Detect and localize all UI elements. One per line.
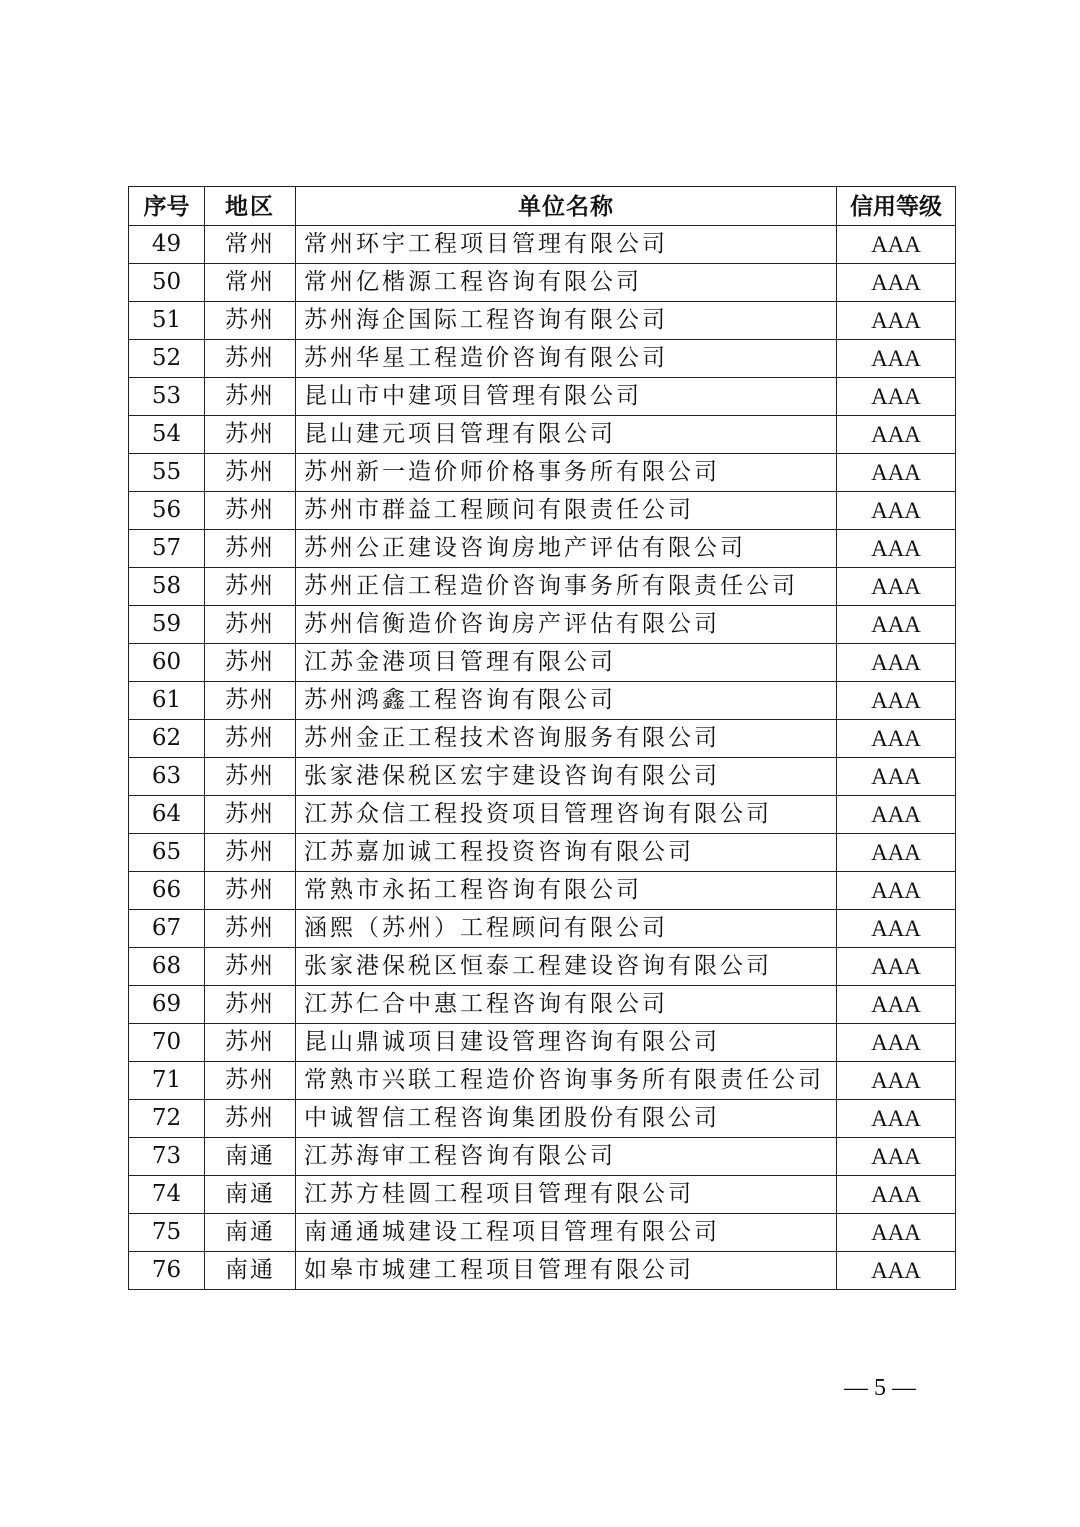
cell-company-name: 张家港保税区宏宇建设咨询有限公司 (296, 758, 837, 796)
cell-serial-number: 72 (129, 1100, 205, 1138)
cell-serial-number: 63 (129, 758, 205, 796)
cell-serial-number: 61 (129, 682, 205, 720)
table-row (129, 644, 956, 682)
table-row (129, 1176, 956, 1214)
cell-company-name: 南通通城建设工程项目管理有限公司 (296, 1214, 837, 1252)
table-row (129, 1100, 956, 1138)
table-row (129, 606, 956, 644)
cell-serial-number: 74 (129, 1176, 205, 1214)
cell-credit-grade: AAA (837, 720, 956, 758)
table-row (129, 948, 956, 986)
cell-region: 苏州 (205, 1100, 296, 1138)
table-row (129, 834, 956, 872)
credit-rating-table (128, 186, 956, 1290)
cell-company-name: 苏州海企国际工程咨询有限公司 (296, 302, 837, 340)
cell-serial-number: 62 (129, 720, 205, 758)
cell-region: 苏州 (205, 796, 296, 834)
cell-company-name: 常州亿楷源工程咨询有限公司 (296, 264, 837, 302)
cell-serial-number: 75 (129, 1214, 205, 1252)
table-row (129, 758, 956, 796)
table-row (129, 568, 956, 606)
cell-credit-grade: AAA (837, 416, 956, 454)
cell-serial-number: 56 (129, 492, 205, 530)
cell-serial-number: 53 (129, 378, 205, 416)
cell-credit-grade: AAA (837, 682, 956, 720)
cell-region: 苏州 (205, 758, 296, 796)
cell-region: 苏州 (205, 530, 296, 568)
cell-serial-number: 57 (129, 530, 205, 568)
cell-serial-number: 58 (129, 568, 205, 606)
cell-credit-grade: AAA (837, 1214, 956, 1252)
header-serial-number: 序号 (129, 187, 205, 226)
cell-region: 南通 (205, 1252, 296, 1290)
cell-serial-number: 55 (129, 454, 205, 492)
cell-credit-grade: AAA (837, 302, 956, 340)
cell-company-name: 江苏海审工程咨询有限公司 (296, 1138, 837, 1176)
header-region: 地区 (205, 187, 296, 226)
cell-company-name: 张家港保税区恒泰工程建设咨询有限公司 (296, 948, 837, 986)
cell-region: 苏州 (205, 910, 296, 948)
cell-region: 苏州 (205, 1024, 296, 1062)
page-number: — 5 — (844, 1375, 916, 1401)
cell-credit-grade: AAA (837, 568, 956, 606)
cell-company-name: 常熟市永拓工程咨询有限公司 (296, 872, 837, 910)
cell-region: 苏州 (205, 492, 296, 530)
table-body (129, 226, 956, 1290)
cell-credit-grade: AAA (837, 454, 956, 492)
table-row (129, 454, 956, 492)
cell-credit-grade: AAA (837, 644, 956, 682)
cell-credit-grade: AAA (837, 1062, 956, 1100)
cell-region: 苏州 (205, 948, 296, 986)
cell-serial-number: 69 (129, 986, 205, 1024)
cell-company-name: 如皋市城建工程项目管理有限公司 (296, 1252, 837, 1290)
cell-credit-grade: AAA (837, 1252, 956, 1290)
cell-credit-grade: AAA (837, 948, 956, 986)
table-row (129, 682, 956, 720)
cell-serial-number: 71 (129, 1062, 205, 1100)
cell-region: 苏州 (205, 302, 296, 340)
cell-region: 苏州 (205, 644, 296, 682)
cell-serial-number: 76 (129, 1252, 205, 1290)
cell-region: 南通 (205, 1138, 296, 1176)
header-company-name: 单位名称 (296, 187, 837, 226)
cell-region: 苏州 (205, 340, 296, 378)
cell-credit-grade: AAA (837, 1100, 956, 1138)
table-row (129, 302, 956, 340)
cell-region: 常州 (205, 264, 296, 302)
cell-company-name: 昆山市中建项目管理有限公司 (296, 378, 837, 416)
cell-region: 苏州 (205, 872, 296, 910)
table-row (129, 1252, 956, 1290)
table-row (129, 720, 956, 758)
cell-credit-grade: AAA (837, 796, 956, 834)
table-row (129, 796, 956, 834)
table-row (129, 910, 956, 948)
cell-serial-number: 70 (129, 1024, 205, 1062)
cell-credit-grade: AAA (837, 872, 956, 910)
cell-region: 苏州 (205, 568, 296, 606)
cell-company-name: 江苏方桂圆工程项目管理有限公司 (296, 1176, 837, 1214)
table-row (129, 264, 956, 302)
table-row (129, 378, 956, 416)
cell-credit-grade: AAA (837, 530, 956, 568)
cell-region: 苏州 (205, 682, 296, 720)
table-row (129, 1024, 956, 1062)
cell-company-name: 苏州新一造价师价格事务所有限公司 (296, 454, 837, 492)
cell-credit-grade: AAA (837, 834, 956, 872)
header-credit-grade: 信用等级 (837, 187, 956, 226)
cell-credit-grade: AAA (837, 758, 956, 796)
table-row (129, 1214, 956, 1252)
cell-serial-number: 67 (129, 910, 205, 948)
table-row (129, 986, 956, 1024)
cell-serial-number: 64 (129, 796, 205, 834)
cell-region: 苏州 (205, 606, 296, 644)
cell-region: 苏州 (205, 378, 296, 416)
cell-serial-number: 60 (129, 644, 205, 682)
cell-company-name: 江苏嘉加诚工程投资咨询有限公司 (296, 834, 837, 872)
cell-credit-grade: AAA (837, 378, 956, 416)
cell-company-name: 苏州正信工程造价咨询事务所有限责任公司 (296, 568, 837, 606)
cell-company-name: 江苏众信工程投资项目管理咨询有限公司 (296, 796, 837, 834)
cell-company-name: 昆山建元项目管理有限公司 (296, 416, 837, 454)
cell-serial-number: 73 (129, 1138, 205, 1176)
cell-company-name: 江苏仁合中惠工程咨询有限公司 (296, 986, 837, 1024)
cell-serial-number: 52 (129, 340, 205, 378)
cell-credit-grade: AAA (837, 1138, 956, 1176)
table-row (129, 416, 956, 454)
table-row (129, 1138, 956, 1176)
cell-serial-number: 50 (129, 264, 205, 302)
cell-serial-number: 66 (129, 872, 205, 910)
cell-region: 南通 (205, 1176, 296, 1214)
cell-credit-grade: AAA (837, 606, 956, 644)
cell-company-name: 苏州华星工程造价咨询有限公司 (296, 340, 837, 378)
cell-region: 常州 (205, 226, 296, 264)
cell-serial-number: 68 (129, 948, 205, 986)
cell-credit-grade: AAA (837, 910, 956, 948)
cell-company-name: 苏州信衡造价咨询房产评估有限公司 (296, 606, 837, 644)
table-row (129, 1062, 956, 1100)
cell-region: 苏州 (205, 1062, 296, 1100)
table-row (129, 872, 956, 910)
cell-region: 南通 (205, 1214, 296, 1252)
table-row (129, 226, 956, 264)
cell-serial-number: 59 (129, 606, 205, 644)
cell-company-name: 苏州公正建设咨询房地产评估有限公司 (296, 530, 837, 568)
cell-company-name: 中诚智信工程咨询集团股份有限公司 (296, 1100, 837, 1138)
cell-credit-grade: AAA (837, 340, 956, 378)
cell-serial-number: 51 (129, 302, 205, 340)
cell-region: 苏州 (205, 416, 296, 454)
cell-credit-grade: AAA (837, 492, 956, 530)
cell-company-name: 苏州市群益工程顾问有限责任公司 (296, 492, 837, 530)
cell-company-name: 常州环宇工程项目管理有限公司 (296, 226, 837, 264)
table-header-row (129, 187, 956, 226)
cell-company-name: 昆山鼎诚项目建设管理咨询有限公司 (296, 1024, 837, 1062)
cell-credit-grade: AAA (837, 1176, 956, 1214)
cell-serial-number: 54 (129, 416, 205, 454)
cell-credit-grade: AAA (837, 264, 956, 302)
cell-company-name: 苏州鸿鑫工程咨询有限公司 (296, 682, 837, 720)
cell-region: 苏州 (205, 454, 296, 492)
cell-region: 苏州 (205, 720, 296, 758)
cell-credit-grade: AAA (837, 986, 956, 1024)
table-row (129, 340, 956, 378)
cell-company-name: 涵熙（苏州）工程顾问有限公司 (296, 910, 837, 948)
cell-company-name: 苏州金正工程技术咨询服务有限公司 (296, 720, 837, 758)
cell-region: 苏州 (205, 834, 296, 872)
cell-serial-number: 49 (129, 226, 205, 264)
cell-company-name: 江苏金港项目管理有限公司 (296, 644, 837, 682)
cell-credit-grade: AAA (837, 226, 956, 264)
table-row (129, 530, 956, 568)
cell-company-name: 常熟市兴联工程造价咨询事务所有限责任公司 (296, 1062, 837, 1100)
table-row (129, 492, 956, 530)
cell-serial-number: 65 (129, 834, 205, 872)
cell-credit-grade: AAA (837, 1024, 956, 1062)
cell-region: 苏州 (205, 986, 296, 1024)
